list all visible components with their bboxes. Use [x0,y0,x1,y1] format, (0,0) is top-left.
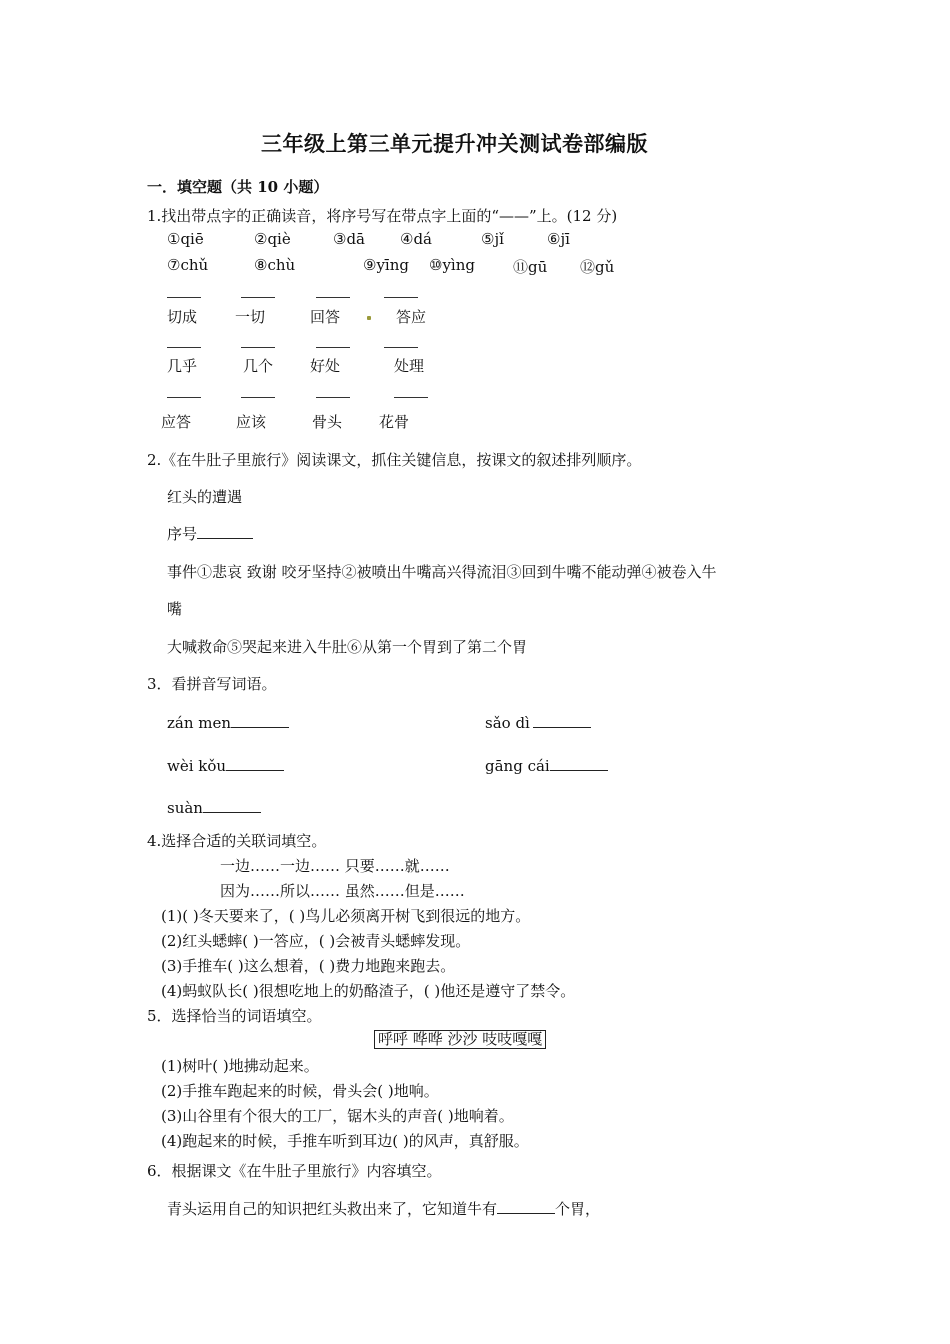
q2-line: 红头的遭遇 [167,488,243,506]
section-heading: 一．填空题（共 10 小题） [147,178,329,196]
answer-line[interactable] [241,297,275,298]
q4-options: 一边……一边…… 只要……就…… [220,857,450,875]
word: 应该 [236,413,267,431]
answer-line[interactable] [167,397,201,398]
q6-line [167,1198,600,1219]
q6-prompt: 6．根据课文《在牛肚子里旅行》内容填空。 [147,1162,442,1180]
pinyin-option: ⑧chù [254,256,296,274]
q2-line: 事件①悲哀 致谢 咬牙坚持②被喷出牛嘴高兴得流泪③回到牛嘴不能动弹④被卷入牛 [167,563,717,581]
pinyin-text: suàn [167,799,203,817]
answer-line[interactable] [167,347,201,348]
word: 几乎 [167,357,198,375]
word: 好处 [310,357,341,375]
word: 应答 [161,413,192,431]
q4-prompt: 4.选择合适的关联词填空。 [147,832,327,850]
sequence-answer-blank[interactable] [197,524,253,539]
q6-text-end: 个胃， [555,1200,601,1218]
sequence-label: 序号 [167,525,198,543]
pinyin-option: ⑤jǐ [481,230,504,248]
pinyin-text: zán men [167,714,232,732]
pinyin-item [167,798,261,817]
pinyin-option: ①qiē [167,230,204,248]
q3-prompt: 3．看拼音写词语。 [147,675,277,693]
answer-blank[interactable] [497,1199,555,1214]
answer-line[interactable] [316,347,350,348]
answer-blank[interactable] [533,713,591,728]
q5-item: (1)树叶( )地拂动起来。 [161,1057,319,1075]
word-bank-box: 呼呼 哗哗 沙沙 吱吱嘎嘎 [374,1030,546,1049]
word: 回答 [310,308,341,326]
word: 几个 [243,357,274,375]
word: 骨头 [312,413,343,431]
pinyin-option: ③dā [333,230,365,248]
pinyin-option: ⑥jī [547,230,570,248]
word: 一切 [235,308,266,326]
pinyin-item [485,756,608,775]
pinyin-text: wèi kǒu [167,757,227,775]
q2-prompt: 2.《在牛肚子里旅行》阅读课文，抓住关键信息，按课文的叙述排列顺序。 [147,451,642,469]
word: 答应 [396,308,427,326]
pinyin-option: ⑫gǔ [580,258,615,276]
q2-line: 嘴 [167,600,183,618]
answer-line[interactable] [241,347,275,348]
q5-item: (3)山谷里有个很大的工厂，锯木头的声音( )地响着。 [161,1107,514,1125]
answer-line[interactable] [384,347,418,348]
q5-item: (4)跑起来的时候，手推车听到耳边( )的风声，真舒服。 [161,1132,529,1150]
pinyin-option: ②qiè [254,230,291,248]
answer-line[interactable] [384,297,418,298]
q4-item: (4)蚂蚁队长( )很想吃地上的奶酪渣子，( )他还是遵守了禁令。 [161,982,576,1000]
q4-options: 因为……所以…… 虽然……但是…… [220,882,465,900]
word: 处理 [394,357,425,375]
pinyin-option: ⑩yìng [429,256,475,274]
q4-item: (1)( )冬天要来了，( )鸟儿必须离开树飞到很远的地方。 [161,907,531,925]
answer-line[interactable] [316,397,350,398]
pinyin-item [485,713,591,732]
word: 花骨 [379,413,410,431]
answer-blank[interactable] [226,756,284,771]
answer-line[interactable] [167,297,201,298]
answer-line[interactable] [316,297,350,298]
q5-item: (2)手推车跑起来的时候，骨头会( )地响。 [161,1082,439,1100]
answer-line[interactable] [394,397,428,398]
word: 切成 [167,308,198,326]
q6-text: 青头运用自己的知识把红头救出来了，它知道牛有 [167,1200,498,1218]
page-title: 三年级上第三单元提升冲关测试卷部编版 [261,131,648,156]
pinyin-text: sǎo dì [485,714,530,732]
q2-line: 大喊救命⑤哭起来进入牛肚⑥从第一个胃到了第二个胃 [167,638,528,656]
pinyin-item [167,756,284,775]
answer-blank[interactable] [550,756,608,771]
q1-prompt: 1.找出带点字的正确读音，将序号写在带点字上面的“——”上。(12 分) [147,207,618,225]
pinyin-item [167,713,289,732]
answer-blank[interactable] [203,798,261,813]
q5-prompt: 5．选择恰当的词语填空。 [147,1007,322,1025]
pinyin-option: ⑦chǔ [167,256,209,274]
q4-item: (3)手推车( )这么想着，( )费力地跑来跑去。 [161,957,456,975]
q2-sequence-label [167,523,253,544]
pinyin-option: ④dá [400,230,432,248]
answer-line[interactable] [241,397,275,398]
q4-item: (2)红头蟋蟀( )一答应，( )会被青头蟋蟀发现。 [161,932,471,950]
stray-dot [367,316,371,320]
pinyin-option: ⑨yīng [363,256,409,274]
pinyin-option: ⑪gū [513,258,548,276]
pinyin-text: gāng cái [485,757,550,775]
answer-blank[interactable] [231,713,289,728]
